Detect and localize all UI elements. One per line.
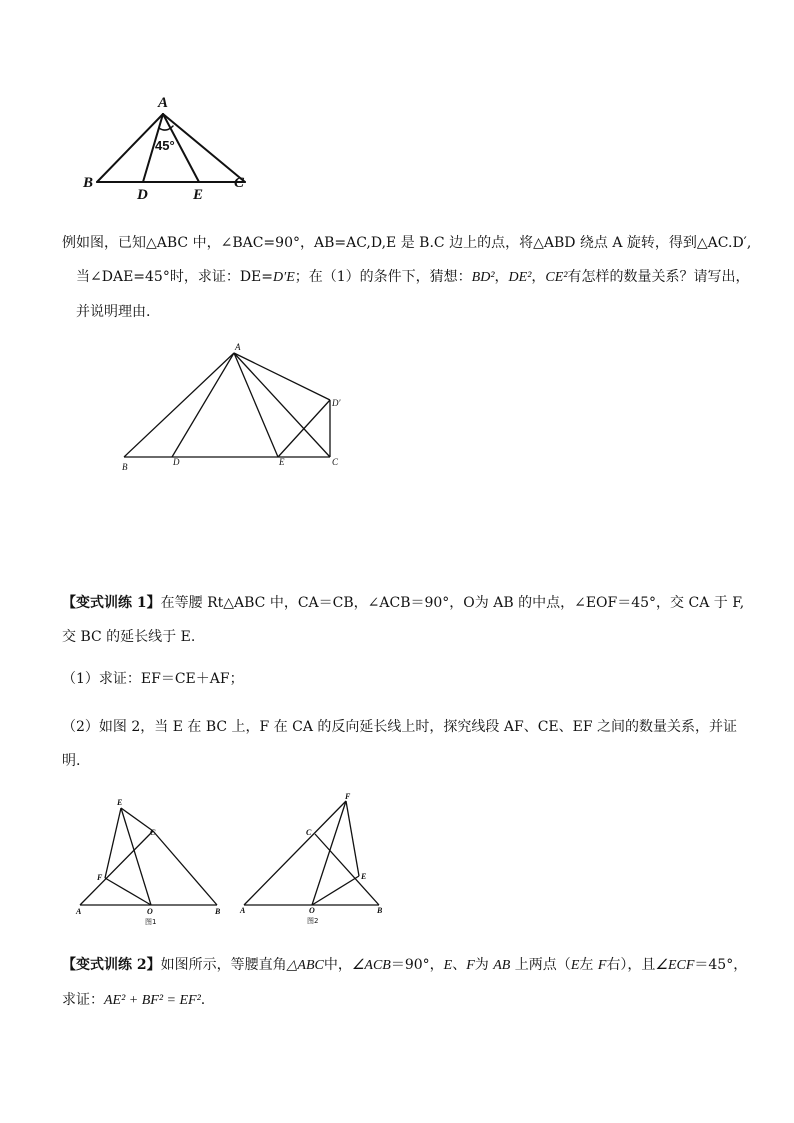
segment-ae [234, 353, 278, 457]
label-f: F [97, 873, 103, 882]
segment-ad [172, 353, 234, 457]
text: 有怎样的数量关系？请写出， [567, 269, 750, 285]
text: 在等腰 Rt△ABC 中，CA＝CB，∠ACB＝90°，O为 AB 的中点，∠EOF＝45°，交 CA 于 F, [160, 595, 745, 611]
math: E [443, 958, 453, 973]
label-o: O [309, 906, 315, 915]
figure-caption-2: 图2 [307, 917, 319, 925]
label-b: B [215, 907, 221, 916]
text: ， [494, 269, 509, 285]
question-2-line-2: 明. [62, 753, 81, 769]
label-angle-45: 45° [155, 138, 175, 153]
variant-2-tag: 【变式训练 2】 [62, 957, 161, 973]
label-b: B [122, 462, 128, 472]
math-dpe: D′E [273, 270, 295, 285]
label-o: O [147, 907, 153, 916]
label-a: A [240, 906, 246, 915]
label-e: E [279, 457, 285, 467]
segment-adp [234, 353, 330, 400]
label-f: F [345, 792, 351, 801]
variant-1-q2 [62, 710, 742, 778]
text: 中， [323, 957, 352, 973]
segment-ab [124, 353, 234, 457]
math: △ABC [286, 958, 324, 973]
math: F [597, 958, 607, 973]
example-line-3: 并说明理由. [76, 304, 151, 320]
text: 上两点（ [510, 957, 571, 973]
segment-cb [153, 831, 217, 905]
segment-cb [315, 834, 379, 905]
segment-fe [346, 801, 359, 876]
segment-ef [105, 808, 121, 878]
text: ＝90°， [390, 957, 444, 973]
segment-ac [163, 114, 245, 182]
label-e: E [193, 187, 204, 203]
segment-af [244, 801, 346, 905]
variant-1-line-2: 交 BC 的延长线于 E. [62, 629, 196, 645]
text: 左 [579, 957, 598, 973]
segment-ac [234, 353, 330, 457]
math: AB [493, 958, 511, 973]
figure-caption-1: 图1 [145, 918, 157, 926]
variant-1-tag: 【变式训练 1】 [62, 595, 161, 611]
math-de2: DE² [508, 270, 532, 285]
label-a: A [235, 342, 241, 352]
label-e: E [361, 872, 367, 881]
figure-rotation [110, 338, 360, 478]
variant-2-line-2 [62, 983, 742, 1018]
label-c: C [332, 457, 339, 467]
text: 为 [474, 957, 494, 973]
text: 右），且 [606, 957, 656, 973]
text: 如图所示，等腰直角 [160, 957, 287, 973]
example-line-2 [62, 260, 750, 295]
label-d: D [137, 187, 148, 203]
segment-oe [312, 876, 359, 905]
label-e: E [117, 798, 123, 807]
text: 当∠DAE=45°时，求证：DE= [76, 269, 274, 285]
variant-1-line-1 [62, 586, 745, 620]
example-line-1: 例如图，已知△ABC 中，∠BAC=90°，AB=AC,D,E 是 B.C 边上的点，将△ABD 绕点 A 旋转，得到△AC.D′, [62, 235, 752, 251]
label-d-prime: D′ [332, 398, 341, 408]
text: . [200, 992, 206, 1008]
figure-1-variant [70, 793, 230, 928]
question-2-line-1: （2）如图 2，当 E 在 BC 上，F 在 CA 的反向延长线上时，探究线段 AF、CE、EF 之间的数量关系，并证 [62, 719, 738, 735]
math-bd2: BD² [471, 270, 495, 285]
segment-fo [312, 801, 346, 905]
text: 求证： [62, 992, 104, 1008]
question-1: （1）求证：EF＝CE＋AF； [62, 671, 244, 687]
text: 、 [452, 957, 467, 973]
math-ce2: CE² [545, 270, 568, 285]
figure-triangle-45 [80, 92, 260, 207]
label-b: B [377, 906, 383, 915]
label-c: C [306, 828, 312, 837]
label-a: A [158, 95, 169, 111]
text: ＝45°， [694, 957, 748, 973]
text: ；在（1）的条件下，猜想： [294, 269, 472, 285]
math-equation: AE² + BF² = EF² [104, 993, 201, 1008]
text: ， [531, 269, 546, 285]
label-c: C [234, 175, 245, 191]
figure-2-variant [234, 789, 399, 929]
label-b: B [83, 175, 94, 191]
variant-1-q1 [62, 662, 742, 696]
label-c: C [150, 828, 156, 837]
math: F [466, 958, 475, 973]
variant-2-line-1 [62, 948, 748, 983]
variant-1 [62, 586, 745, 654]
label-a: A [76, 907, 82, 916]
math: E [570, 958, 580, 973]
segment-ec [121, 808, 153, 831]
example-problem [62, 226, 752, 329]
variant-2 [62, 948, 748, 1018]
segment-ac [80, 831, 153, 905]
math: ∠ECF [655, 958, 695, 973]
math: ∠ACB [351, 958, 391, 973]
label-d: D [173, 457, 180, 467]
